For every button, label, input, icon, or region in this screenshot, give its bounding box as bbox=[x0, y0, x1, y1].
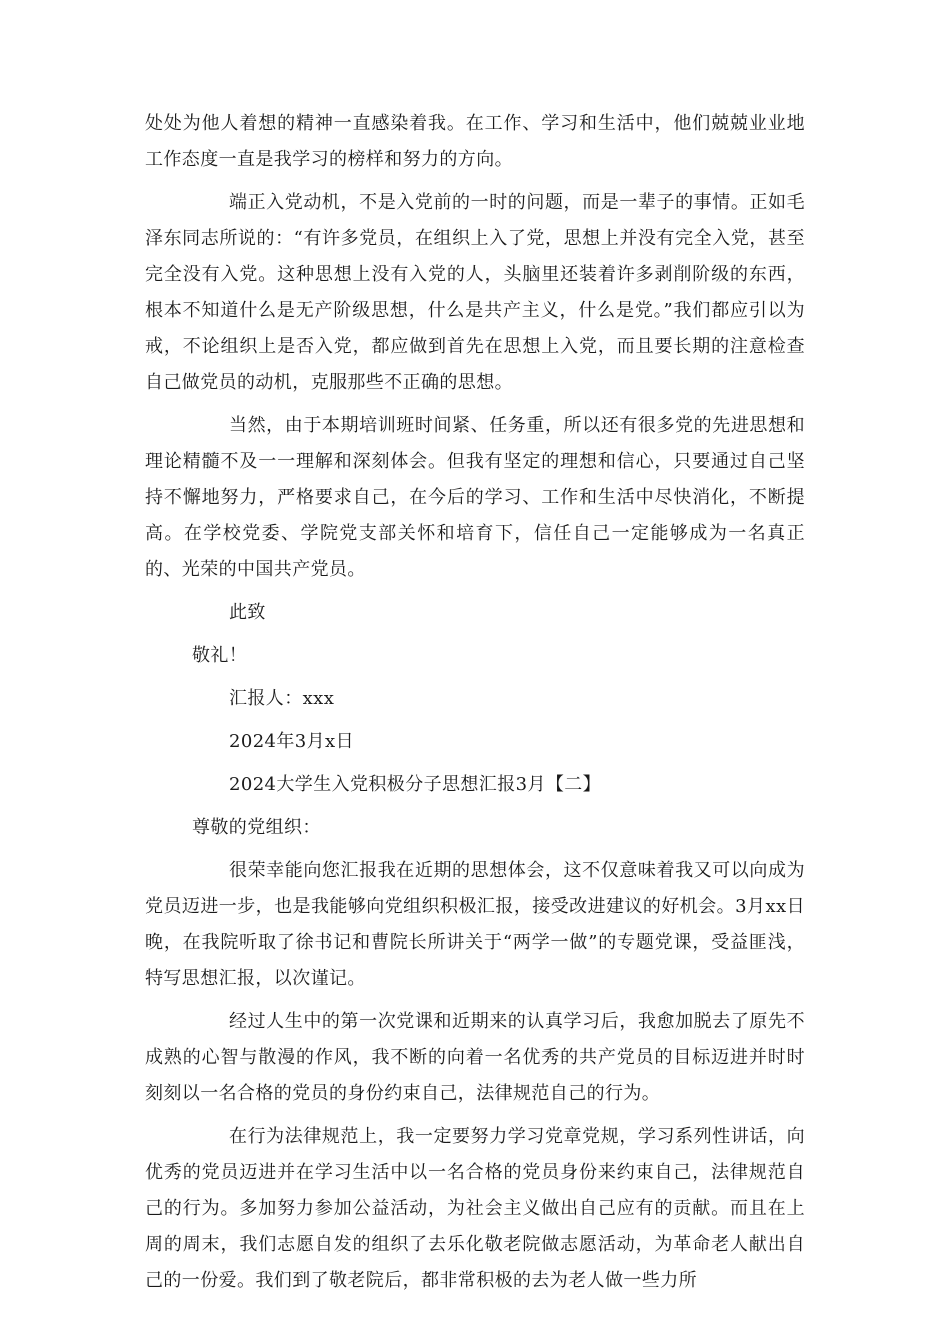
reporter-line: 汇报人：xxx bbox=[229, 688, 335, 709]
document-page bbox=[145, 106, 805, 1299]
paragraph-3: 当然，由于本期培训班时间紧、任务重，所以还有很多党的先进思想和理论精髓不及一一理解和深刻体会。但我有坚定的理想和信心，只要通过自己坚持不懈地努力，严格要求自己，在今后的学习、工作和生活中尽快消化，不断提高。在学校党委、学院党支部关怀和培育下，信任自己一定能够成为一名真正的、光荣的中国共产党员。 bbox=[145, 415, 805, 580]
paragraph-1: 处处为他人着想的精神一直感染着我。在工作、学习和生活中，他们兢兢业业地工作态度一直是我学习的榜样和努力的方向。 bbox=[145, 113, 805, 170]
paragraph-6: 在行为法律规范上，我一定要努力学习党章党规，学习系列性讲话，向优秀的党员迈进并在学习生活中以一名合格的党员身份来约束自己，法律规范自己的行为。多加努力参加公益活动，为社会主义做出自己应有的贡献。而且在上周的周末，我们志愿自发的组织了去乐化敬老院做志愿活动，为革命老人献出自己的一份爱。我们到了敬老院后，都非常积极的去为老人做一些力所 bbox=[145, 1126, 805, 1291]
salutation: 尊敬的党组织： bbox=[192, 817, 321, 838]
section-title: 2024大学生入党积极分子思想汇报3月【二】 bbox=[229, 774, 602, 795]
paragraph-4: 很荣幸能向您汇报我在近期的思想体会，这不仅意味着我又可以向成为党员迈进一步，也是我能够向党组织积极汇报，接受改进建议的好机会。3月xx日晚，在我院听取了徐书记和曹院长所讲关于“两学一做”的专题党课，受益匪浅，特写思想汇报，以次谨记。 bbox=[145, 860, 805, 989]
date-line: 2024年3月x日 bbox=[229, 731, 355, 752]
paragraph-2: 端正入党动机，不是入党前的一时的问题，而是一辈子的事情。正如毛泽东同志所说的：“有许多党员，在组织上入了党，思想上并没有完全入党，甚至完全没有入党。这种思想上没有入党的人，头脑里还装着许多剥削阶级的东西，根本不知道什么是无产阶级思想，什么是共产主义，什么是党。”我们都应引以为戒，不论组织上是否入党，都应做到首先在思想上入党，而且要长期的注意检查自己做党员的动机，克服那些不正确的思想。 bbox=[145, 192, 805, 393]
closing-line-1: 此致 bbox=[229, 602, 266, 623]
closing-line-2: 敬礼！ bbox=[192, 645, 248, 666]
paragraph-5: 经过人生中的第一次党课和近期来的认真学习后，我愈加脱去了原先不成熟的心智与散漫的作风，我不断的向着一名优秀的共产党员的目标迈进并时时刻刻以一名合格的党员的身份约束自己，法律规范自己的行为。 bbox=[145, 1011, 805, 1104]
